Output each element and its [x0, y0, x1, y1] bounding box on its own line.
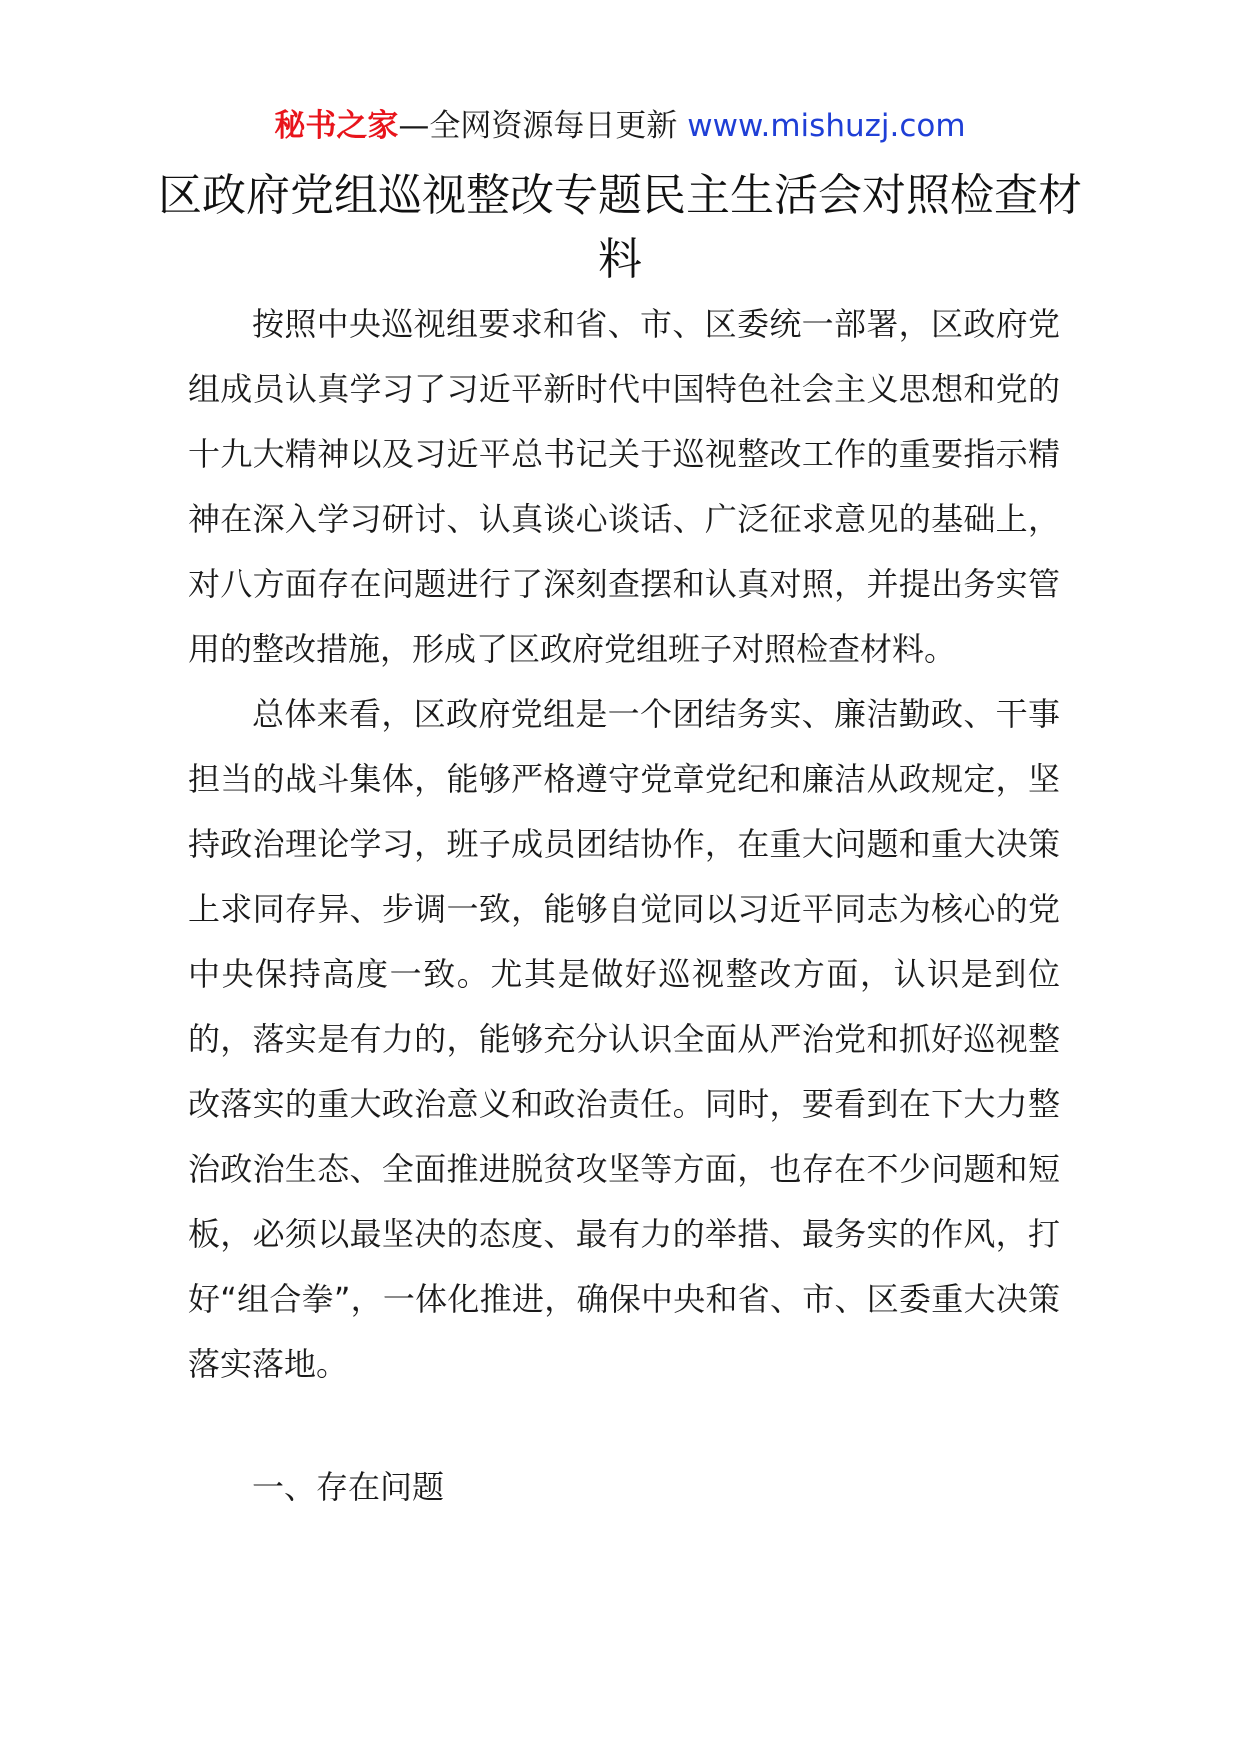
paragraph-intro: 按照中央巡视组要求和省、市、区委统一部署，区政府党组成员认真学习了习近平新时代中国特色社会主义思想和党的十九大精神以及习近平总书记关于巡视整改工作的重要指示精神在深入学习研讨、认真谈心谈话、广泛征求意见的基础上，对八方面存在问题进行了深刻查摆和认真对照，并提出务实管用的整改措施，形成了区政府党组班子对照检查材料。	[188, 305, 1060, 668]
document-title: 区政府党组巡视整改专题民主生活会对照检查材料	[158, 170, 1082, 285]
site-header	[0, 104, 1240, 148]
section-heading: 一、存在问题	[252, 1468, 445, 1506]
site-name: 秘书之家	[274, 108, 399, 144]
paragraph-overview: 总体来看，区政府党组是一个团结务实、廉洁勤政、干事担当的战斗集体，能够严格遵守党章党纪和廉洁从政规定，坚持政治理论学习，班子成员团结协作，在重大问题和重大决策上求同存异、步调一致，能够自觉同以习近平同志为核心的党中央保持高度一致。尤其是做好巡视整改方面，认识是到位的，落实是有力的，能够充分认识全面从严治党和抓好巡视整改落实的重大政治意义和政治责任。同时，要看到在下大力整治政治生态、全面推进脱贫攻坚等方面，也存在不少问题和短板，必须以最坚决的态度、最有力的举措、最务实的作风，打好“组合拳”，一体化推进，确保中央和省、市、区委重大决策落实落地。	[188, 695, 1060, 1383]
document-body	[188, 292, 1060, 1520]
site-url-link[interactable]: www.mishuzj.com	[687, 108, 966, 144]
site-tagline: —全网资源每日更新	[398, 108, 688, 144]
